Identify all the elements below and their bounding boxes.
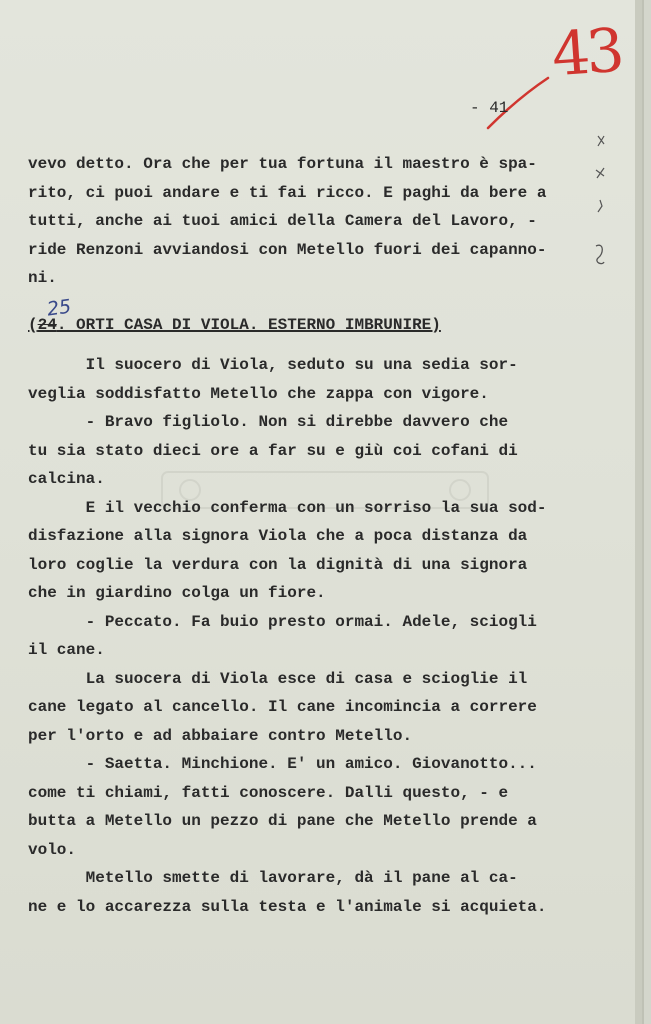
body-text [28,150,588,921]
text-line: come ti chiami, fatti conoscere. Dalli questo, - e [28,783,509,802]
text-line: cane legato al cancello. Il cane incomincia a correre [28,698,537,716]
text-line: ne e lo accarezza sulla testa e l'animale si acquieta. [28,897,547,916]
handwritten-scene-number: 25 [45,295,73,321]
text-line: per l'orto e ad abbaiare contro Metello. [28,726,413,745]
text-line: - Bravo figliolo. Non si direbbe davvero che [28,413,509,431]
text-line: - Saetta. Minchione. E' un amico. Giovanotto... [28,755,537,773]
scene-heading [28,311,588,340]
margin-annotations [590,130,620,290]
text-line: loro coglie la verdura con la dignità di una signora [28,555,528,574]
archive-number: 43 [549,15,623,91]
text-line: Il suocero di Viola, seduto su una sedia sor- [28,356,518,374]
text-line: ride Renzoni avviandosi con Metello fuori dei capanno- [28,240,547,259]
text-line: veglia soddisfatto Metello che zappa con vigore. [28,384,489,403]
heading-paren: ( [28,315,38,334]
text-line: vevo detto. Ora che per tua fortuna il maestro è spa- [28,155,537,173]
text-line: ni. [28,269,57,287]
text-line: Metello smette di lavorare, dà il pane al ca- [28,869,518,887]
text-line: tu sia stato dieci ore a far su e giù coi cofani di [28,441,518,460]
text-line: tutti, anche ai tuoi amici della Camera del Lavoro, - [28,212,537,230]
text-line: disfazione alla signora Viola che a poca distanza da [28,527,528,545]
text-line: il cane. [28,641,105,659]
text-line: - Peccato. Fa buio presto ormai. Adele, sciogli [28,612,537,631]
struck-scene-number: 24 [37,315,57,334]
page-number: - 41 [470,99,509,117]
text-line: calcina. [28,470,105,488]
text-line: La suocera di Viola esce di casa e scioglie il [28,669,528,688]
text-line: E il vecchio conferma con un sorriso la sua sod- [28,498,547,517]
text-line: butta a Metello un pezzo di pane che Metello prende a [28,812,537,830]
text-line: volo. [28,840,77,859]
archive-watermark [160,470,490,510]
text-line: che in giardino colga un fiore. [28,584,326,602]
heading-text: . ORTI CASA DI VIOLA. ESTERNO IMBRUNIRE) [56,315,441,334]
text-line: rito, ci puoi andare e ti fai ricco. E paghi da bere a [28,183,547,202]
paper-edge [635,0,642,1024]
